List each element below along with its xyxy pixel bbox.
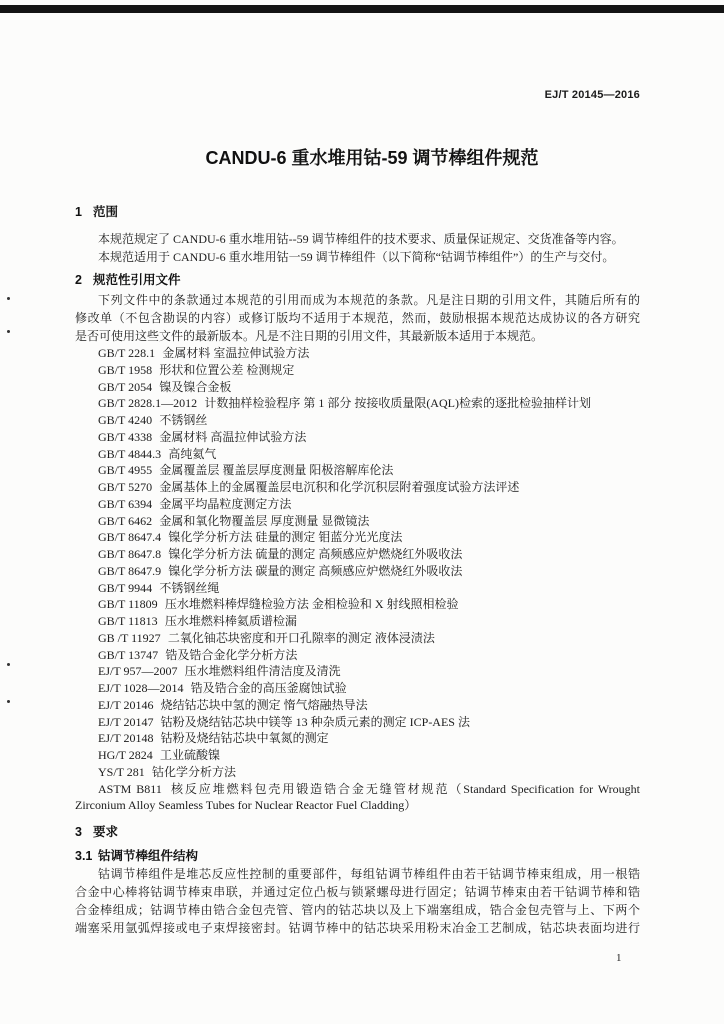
reference-code: GB/T 8647.9	[98, 563, 162, 578]
reference-title: 镍化学分析方法 碳量的测定 高频感应炉燃烧红外吸收法	[168, 563, 463, 578]
reference-title: 高纯氦气	[168, 446, 217, 461]
section-number: 3	[75, 825, 82, 839]
reference-code: GB/T 6394	[98, 496, 153, 511]
reference-item	[75, 747, 640, 764]
reference-title: 钴粉及烧结钴芯块中镁等 13 种杂质元素的测定 ICP-AES 法	[160, 714, 470, 729]
reference-code: GB/T 4240	[98, 413, 153, 427]
reference-code: GB/T 5270	[98, 480, 153, 494]
reference-item	[75, 513, 640, 530]
reference-item	[75, 680, 640, 697]
reference-code: GB/T 1958	[98, 362, 153, 377]
reference-item	[75, 412, 640, 429]
reference-code: GB/T 6462	[98, 513, 153, 528]
reference-title: 核反应堆燃料包壳用锻造锆合金无缝管材规范（Standard Specification for Wrought	[169, 781, 640, 796]
reference-item	[75, 697, 640, 714]
scan-speck	[7, 663, 10, 666]
subsection-3-1-heading	[75, 847, 640, 865]
paragraph-line: 本规范适用于 CANDU-6 重水堆用钴一59 调节棒组件（以下简称“钴调节棒组件”）的生产与交付。	[98, 250, 615, 264]
section-2-intro	[75, 291, 640, 345]
reference-title: 压水堆燃料棒焊缝检验方法 金相检验和 X 射线照相检验	[164, 597, 459, 612]
reference-item	[75, 496, 640, 513]
paragraph-line: 端塞采用氩弧焊接或电子束焊接密封。钴调节棒中的钴芯块采用粉末冶金工艺制成，钴芯块表面均进行	[75, 921, 640, 935]
paragraph-line: 是否可使用这些文件的最新版本。凡是不注日期的引用文件，其最新版本适用于本规范。	[75, 329, 544, 343]
normative-references-list	[75, 345, 640, 814]
reference-code: GB/T 228.1	[98, 346, 156, 360]
reference-code: EJ/T 20146	[98, 697, 154, 712]
reference-title: 钴粉及烧结钴芯块中氧氮的测定	[160, 731, 329, 746]
reference-title: 镍及镍合金板	[159, 379, 232, 394]
paragraph-line: 下列文件中的条款通过本规范的引用而成为本规范的条款。凡是注日期的引用文件，其随后所有的	[98, 293, 640, 307]
reference-title: 金属覆盖层 覆盖层厚度测量 阳极溶解库伦法	[159, 463, 394, 478]
reference-title: 金属材料 室温拉伸试验方法	[162, 346, 310, 360]
subsection-heading-text: 钴调节棒组件结构	[98, 849, 199, 863]
paragraph-line: 本规范规定了 CANDU-6 重水堆用钴--59 调节棒组件的技术要求、质量保证规定、交货准备等内容。	[98, 232, 624, 246]
reference-code: EJ/T 20147	[98, 714, 154, 729]
scan-speck	[7, 700, 10, 703]
reference-item	[75, 647, 640, 664]
reference-item	[75, 446, 640, 463]
reference-code: EJ/T 957—2007	[98, 664, 178, 679]
reference-title: 钴化学分析方法	[151, 764, 236, 779]
reference-item	[75, 395, 640, 412]
reference-title: 压水堆燃料棒氦质谱检漏	[164, 614, 297, 628]
reference-code: GB/T 2054	[98, 379, 153, 394]
scan-edge-bar	[0, 5, 724, 13]
scan-speck	[7, 330, 10, 333]
section-1-body	[75, 230, 640, 266]
reference-title: 锆及锆合金化学分析方法	[165, 647, 298, 662]
document-standard-code: EJ/T 20145—2016	[544, 89, 640, 101]
section-number: 1	[75, 205, 82, 219]
reference-code: HG/T 2824	[98, 748, 153, 762]
reference-code: GB/T 9944	[98, 580, 153, 595]
reference-title: 压水堆燃料组件清洁度及清洗	[184, 664, 341, 679]
reference-item	[75, 379, 640, 396]
paragraph-line: 合金棒组成；钴调节棒由锆合金包壳管、管内的钴芯块以及上下端塞组成，锆合金包壳管与上、下两个	[75, 903, 640, 917]
reference-title: 锆及锆合金的高压釜腐蚀试验	[190, 681, 347, 695]
reference-code: ASTM B811	[98, 781, 162, 796]
section-3-heading	[75, 823, 640, 841]
reference-code: GB/T 11809	[98, 597, 158, 612]
section-heading-text: 范围	[93, 205, 119, 219]
reference-code: GB/T 4955	[98, 463, 153, 478]
reference-title: 形状和位置公差 检测规定	[159, 362, 295, 377]
reference-code: GB/T 2828.1—2012	[98, 396, 198, 411]
reference-item	[75, 345, 640, 362]
reference-item	[75, 479, 640, 496]
reference-item	[75, 714, 640, 731]
reference-title: 金属平均晶粒度测定方法	[159, 496, 292, 511]
reference-title: 金属材料 高温拉伸试验方法	[159, 429, 307, 444]
reference-item	[75, 730, 640, 747]
reference-title: 不锈钢丝	[159, 413, 208, 427]
paragraph-line: 钴调节棒组件是堆芯反应性控制的重要部件，每组钴调节棒组件由若干钴调节棒束组成，用一根锆	[98, 867, 640, 881]
reference-item	[75, 613, 640, 630]
reference-code: GB/T 13747	[98, 647, 159, 662]
reference-code: EJ/T 1028—2014	[98, 681, 184, 695]
section-2-heading	[75, 271, 640, 289]
document-title: CANDU-6 重水堆用钴-59 调节棒组件规范	[205, 148, 539, 168]
reference-item	[75, 529, 640, 546]
reference-code: GB/T 4844.3	[98, 446, 162, 461]
reference-title-continuation: Zirconium Alloy Seamless Tubes for Nuclear Reactor Fuel Cladding）	[75, 798, 417, 813]
reference-code: GB/T 4338	[98, 429, 153, 444]
reference-title: 金属和氧化物覆盖层 厚度测量 显微镜法	[159, 513, 370, 528]
reference-item	[75, 429, 640, 446]
reference-item	[75, 462, 640, 479]
reference-title: 镍化学分析方法 硅量的测定 钼蓝分光光度法	[168, 530, 403, 545]
scan-speck	[7, 297, 10, 300]
reference-title: 金属基体上的金属覆盖层电沉积和化学沉积层附着强度试验方法评述	[159, 480, 520, 494]
reference-code: GB /T 11927	[98, 630, 161, 645]
reference-item	[75, 764, 640, 781]
paragraph-line: 修改单（不包含勘误的内容）或修订版均不适用于本规范，然而，鼓励根据本规范达成协议的各方研究	[75, 311, 640, 325]
section-1-heading	[75, 203, 640, 221]
reference-title: 烧结钴芯块中氢的测定 惰气熔融热导法	[160, 697, 368, 712]
page-number: 1	[616, 952, 622, 964]
reference-code: GB/T 8647.8	[98, 547, 162, 561]
reference-item	[75, 596, 640, 613]
paragraph-line: 合金中心棒将钴调节棒束串联，并通过定位凸板与锁紧螺母进行固定；钴调节棒束由若干钴调节棒和锆	[75, 885, 640, 899]
section-heading-text: 要求	[93, 825, 119, 839]
reference-title: 二氧化铀芯块密度和开口孔隙率的测定 液体浸渍法	[167, 630, 435, 645]
reference-code: GB/T 8647.4	[98, 530, 162, 545]
reference-item	[75, 563, 640, 580]
reference-item	[75, 546, 640, 563]
reference-title: 不锈钢丝绳	[159, 580, 220, 595]
subsection-number: 3.1	[75, 849, 93, 863]
reference-item	[75, 663, 640, 680]
reference-title: 镍化学分析方法 硫量的测定 高频感应炉燃烧红外吸收法	[168, 547, 463, 561]
section-number: 2	[75, 273, 82, 287]
reference-title: 计数抽样检验程序 第 1 部分 按接收质量限(AQL)检索的逐批检验抽样计划	[204, 396, 591, 411]
subsection-3-1-body	[75, 865, 640, 937]
reference-code: EJ/T 20148	[98, 731, 154, 746]
reference-code: GB/T 11813	[98, 614, 158, 628]
reference-title: 工业硫酸镍	[159, 748, 220, 762]
reference-item	[75, 580, 640, 597]
section-heading-text: 规范性引用文件	[93, 273, 181, 287]
reference-item	[75, 630, 640, 647]
reference-code: YS/T 281	[98, 764, 145, 779]
reference-item-astm	[75, 781, 640, 798]
reference-item	[75, 362, 640, 379]
